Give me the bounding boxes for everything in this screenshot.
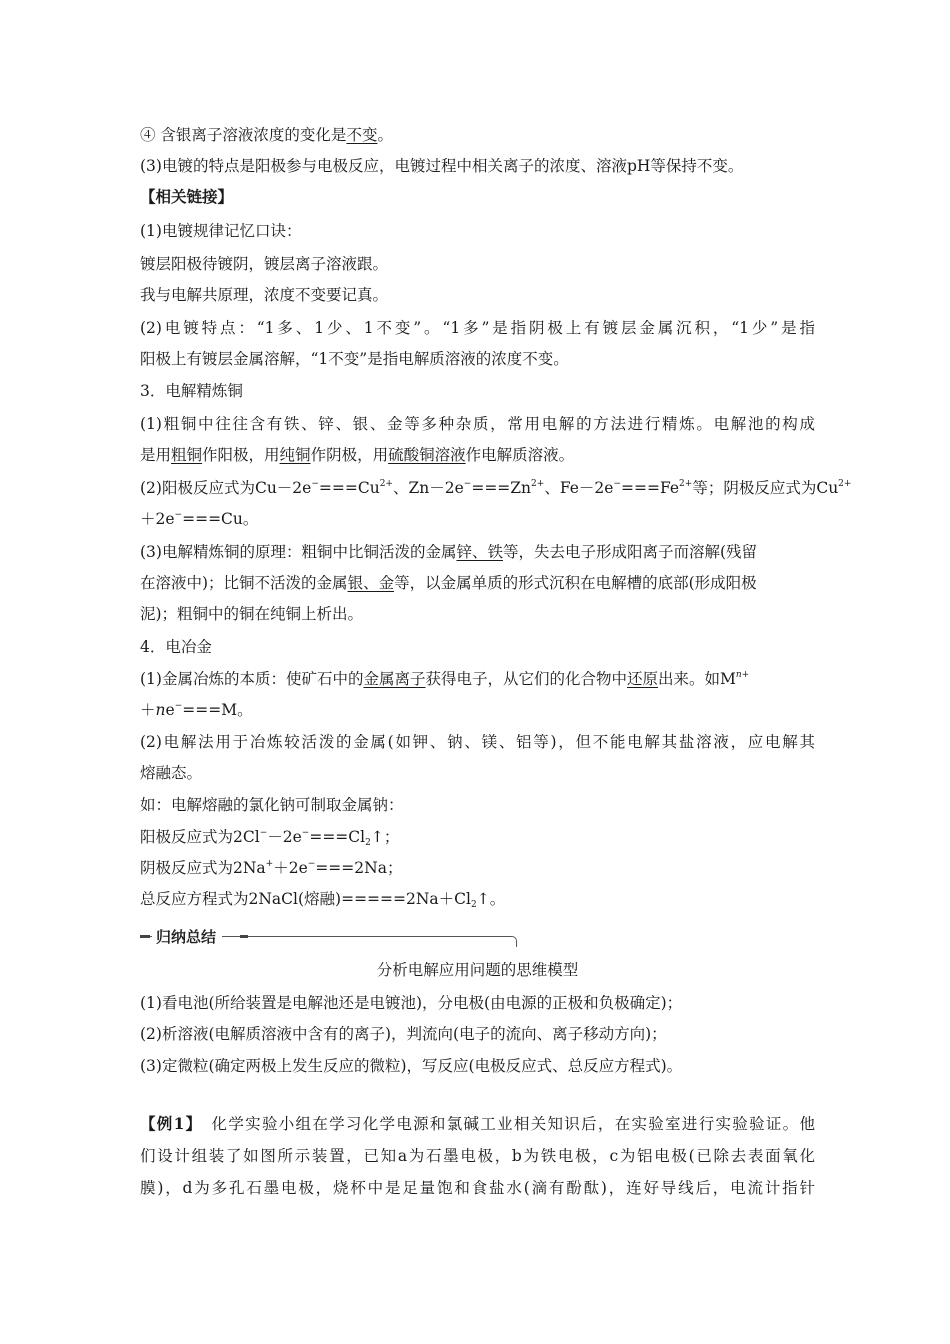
section-heading-copper-refining: 3．电解精炼铜 (140, 382, 243, 400)
text-line: (2)电解法用于冶炼较活泼的金属(如钾、钠、镁、铝等)，但不能电解其盐溶液，应电解其 (140, 733, 815, 751)
text-line: 在溶液中)；比铜不活泼的金属银、金等，以金属单质的形式沉积在电解槽的底部(形成阳极 (140, 574, 757, 592)
text-line: 阳极上有镀层金属溶解，“1不变”是指电解质溶液的浓度不变。 (140, 350, 569, 368)
example-line: 膜)，d为多孔石墨电极，烧杯中是足量饱和食盐水(滴有酚酞)，连好导线后，电流计指针 (140, 1179, 815, 1197)
summary-heading: 分析电解应用问题的思维模型 (376, 961, 579, 979)
section-heading-electrometallurgy: 4．电冶金 (140, 638, 212, 656)
text-line: ＋2e−===Cu。 (140, 510, 259, 528)
summary-item: (2)析溶液(电解质溶液中含有的离子)，判流向(电子的流向、离子移动方向)； (140, 1025, 667, 1043)
example-line: 们设计组装了如图所示装置，已知a为石墨电极，b为铁电极，c为铝电极(已除去表面氧化 (140, 1147, 815, 1165)
text-line: (3)电镀的特点是阳极参与电极反应，电镀过程中相关离子的浓度、溶液pH等保持不变。 (140, 157, 744, 175)
text-line: 我与电解共原理，浓度不变要记真。 (140, 286, 389, 304)
text-line: 镀层阳极待镀阴，镀层离子溶液跟。 (140, 255, 389, 273)
summary-title: 归纳总结 (152, 928, 222, 946)
text-line: (1)电镀规律记忆口诀： (140, 222, 302, 240)
summary-item: (3)定微粒(确定两极上发生反应的微粒)，写反应(电极反应式、总反应方程式)。 (140, 1057, 683, 1075)
summary-box-header (140, 928, 520, 948)
text-line: (1)粗铜中往往含有铁、锌、银、金等多种杂质，常用电解的方法进行精炼。电解池的构成 (140, 415, 815, 433)
text-line: 熔融态。 (140, 764, 203, 782)
text-line: 是用粗铜作阳极，用纯铜作阴极，用硫酸铜溶液作电解质溶液。 (140, 446, 575, 464)
text-line: ＋ne−===M。 (140, 701, 253, 719)
section-heading-related-links: 【相关链接】 (140, 187, 234, 206)
text-line: (2)电镀特点：“1多、1少、1不变”。“1多”是指阴极上有镀层金属沉积，“1少”是指 (140, 319, 815, 337)
summary-dash-left (140, 935, 150, 938)
text-line: (2)阳极反应式为$Cu-2e^-===Cu^{2+}$、$Zn-2e^-===Zn^{2+}$、$Fe-2e^-===Fe^{2+}$等；阴极反应式为$Cu^{2+}$ (140, 479, 852, 497)
text-line: (3)电解精炼铜的原理：粗铜中比铜活泼的金属锌、铁等，失去电子形成阳离子而溶解(残留 (140, 543, 758, 561)
text-line: 阳极反应式为$2Cl^--2e^-===Cl_2↑$； (140, 828, 400, 848)
text-line: 泥)；粗铜中的铜在纯铜上析出。 (140, 605, 364, 623)
text-line: (1)金属冶炼的本质：使矿石中的金属离子获得电子，从它们的化合物中还原出来。如$M^{n+}$ (140, 670, 750, 688)
summary-dash-right (240, 935, 248, 938)
text-line: 阴极反应式为2Na+＋2e−===2Na； (140, 859, 403, 877)
text-line: 总反应方程式为2NaCl(熔融)$=====2Na+Cl_2↑$。 (140, 890, 506, 910)
text-line: 如：电解熔融的氯化钠可制取金属钠： (140, 796, 404, 814)
example-label: 【例1】 (140, 1114, 195, 1133)
example-line: 【例1】 化学实验小组在学习化学电源和氯碱工业相关知识后，在实验室进行实验验证。他 (140, 1114, 815, 1133)
summary-item: (1)看电池(所给装置是电解池还是电镀池)，分电极(由电源的正极和负极确定)； (140, 994, 683, 1012)
text-line: ④ 含银离子溶液浓度的变化是不变。 (140, 126, 393, 144)
